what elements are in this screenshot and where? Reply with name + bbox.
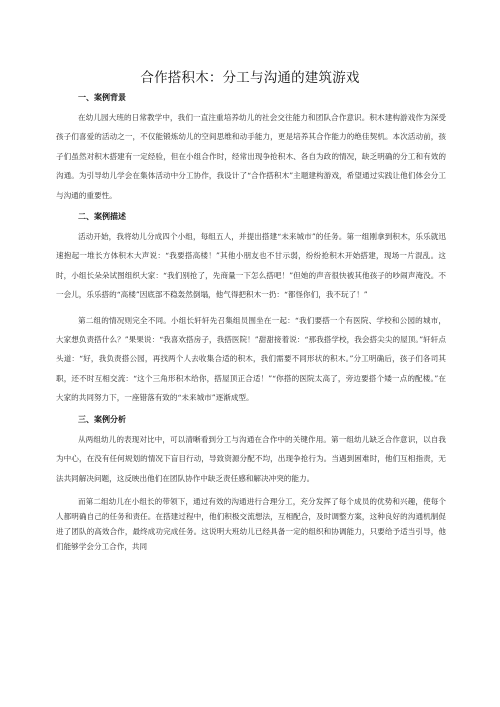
document-title: 合作搭积木：分工与沟通的建筑游戏 — [140, 70, 360, 86]
section-description — [56, 211, 446, 408]
paragraph: 第二组的情况则完全不同。小组长轩轩先召集组员围坐在一起：“我们要搭一个有医院、学校和公园的城市，大家想负责搭什么？”果果说：“我喜欢搭房子，我搭医院！”甜甜接着说：“那我搭学校，我会搭尖尖的屋顶。”轩轩点头道：“好，我负责搭公园，再找两个人去收集合适的积木，我们需要不同形状的积木。”分工明确后，孩子们各司其职，还不时互相交流：“这个三角形积木给你，搭屋顶正合适！”“你搭的医院太高了，旁边要搭个矮一点的配楼。”在大家的共同努力下，一座错落有致的“未来城市”逐渐成型。 — [56, 315, 446, 403]
document-body — [56, 92, 446, 560]
paragraph: 活动开始，我将幼儿分成四个小组，每组五人，并提出搭建“未来城市”的任务。第一组刚拿到积木，乐乐就迅速抱起一堆长方体积木大声说：“我要搭高楼！”其他小朋友也不甘示弱，纷纷抢积木开始搭建，现场一片混乱。这时，小组长朵朵试图组织大家：“我们别抢了，先商量一下怎么搭吧！”但她的声音很快被其他孩子的吵闹声淹没。不一会儿，乐乐搭的“高楼”因底部不稳轰然倒塌，他气得把积木一扔：“都怪你们，我不玩了！” — [56, 232, 446, 300]
section-analysis — [56, 414, 446, 554]
section-heading: 二、案例描述 — [78, 212, 126, 222]
paragraph: 而第二组幼儿在小组长的带领下，通过有效的沟通进行合理分工，充分发挥了每个成员的优势和兴趣，使每个人都明确自己的任务和责任。在搭建过程中，他们积极交流想法，互相配合，及时调整方案，这种良好的沟通机制促进了团队的高效合作，最终成功完成任务。这说明大班幼儿已经具备一定的组织和协调能力，只要给予适当引导，他们能够学会分工合作，共同 — [56, 496, 446, 551]
section-background — [56, 92, 446, 205]
paragraph: 在幼儿园大班的日常教学中，我们一直注重培养幼儿的社会交往能力和团队合作意识。积木建构游戏作为深受孩子们喜爱的活动之一，不仅能锻炼幼儿的空间思维和动手能力，更是培养其合作能力的绝佳契机。本次活动前，孩子们虽然对积木搭建有一定经验，但在小组合作时，经常出现争抢积木、各自为政的情况，缺乏明确的分工和有效的沟通。为引导幼儿学会在集体活动中分工协作，我设计了“合作搭积木”主题建构游戏，希望通过实践让他们体会分工与沟通的重要性。 — [56, 113, 446, 200]
paragraph: 从两组幼儿的表现对比中，可以清晰看到分工与沟通在合作中的关键作用。第一组幼儿缺乏合作意识，以自我为中心，在没有任何规划的情况下盲目行动，导致资源分配不均，出现争抢行为。当遇到困难时，他们互相指责，无法共同解决问题，这反映出他们在团队协作中缺乏责任感和解决冲突的能力。 — [56, 434, 446, 483]
section-heading: 一、案例背景 — [78, 93, 126, 102]
section-heading: 三、案例分析 — [78, 414, 126, 424]
